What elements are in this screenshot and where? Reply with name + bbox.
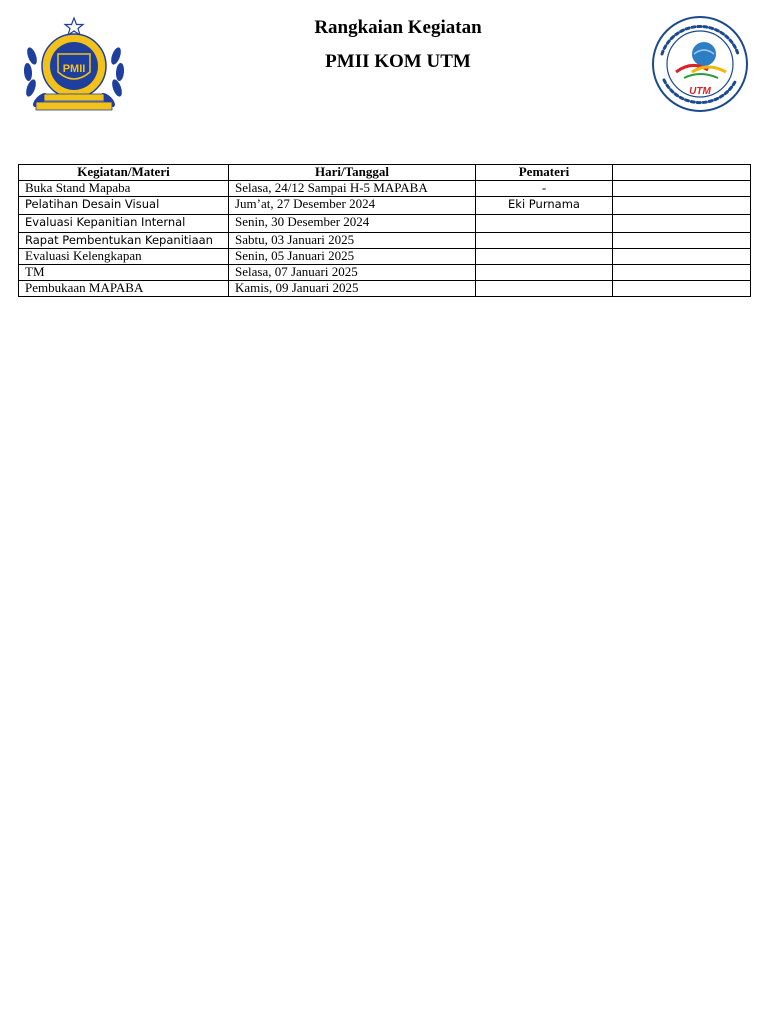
page-title-line-1: Rangkaian Kegiatan: [314, 17, 482, 38]
table-row: [19, 197, 751, 215]
cell-tanggal: Senin, 05 Januari 2025: [229, 249, 476, 265]
cell-kegiatan: Pelatihan Desain Visual: [19, 197, 229, 215]
cell-kegiatan: Evaluasi Kelengkapan: [19, 249, 229, 265]
cell-extra: [613, 215, 751, 233]
cell-extra: [613, 233, 751, 249]
cell-extra: [613, 265, 751, 281]
column-header-kegiatan: Kegiatan/Materi: [19, 165, 229, 181]
cell-pemateri: [476, 233, 613, 249]
cell-extra: [613, 249, 751, 265]
cell-tanggal: Selasa, 24/12 Sampai H-5 MAPABA: [229, 181, 476, 197]
cell-kegiatan: Buka Stand Mapaba: [19, 181, 229, 197]
cell-pemateri: Eki Purnama: [476, 197, 613, 215]
cell-pemateri: [476, 265, 613, 281]
cell-kegiatan: Rapat Pembentukan Kepanitiaan: [19, 233, 229, 249]
cell-tanggal: Sabtu, 03 Januari 2025: [229, 233, 476, 249]
column-header-pemateri: Pemateri: [476, 165, 613, 181]
table-row: [19, 265, 751, 281]
cell-extra: [613, 281, 751, 297]
table-row: [19, 281, 751, 297]
cell-pemateri: [476, 215, 613, 233]
cell-tanggal: Selasa, 07 Januari 2025: [229, 265, 476, 281]
cell-tanggal: Jum’at, 27 Desember 2024: [229, 197, 476, 215]
schedule-table: [18, 164, 751, 297]
table-header-row: [19, 165, 751, 181]
cell-pemateri: -: [476, 181, 613, 197]
document-header: [0, 0, 768, 130]
cell-extra: [613, 197, 751, 215]
cell-tanggal: Kamis, 09 Januari 2025: [229, 281, 476, 297]
column-header-tanggal: Hari/Tanggal: [229, 165, 476, 181]
cell-kegiatan: Evaluasi Kepanitian Internal: [19, 215, 229, 233]
pmii-logo-text: PMII: [62, 63, 86, 75]
table-row: [19, 215, 751, 233]
utm-logo: [648, 14, 752, 114]
page-title-line-2: PMII KOM UTM: [325, 51, 471, 72]
table-row: [19, 249, 751, 265]
cell-pemateri: [476, 249, 613, 265]
column-header-blank: [613, 165, 751, 181]
cell-tanggal: Senin, 30 Desember 2024: [229, 215, 476, 233]
utm-logo-text: UTM: [689, 86, 711, 97]
cell-pemateri: [476, 281, 613, 297]
cell-kegiatan: Pembukaan MAPABA: [19, 281, 229, 297]
table-row: [19, 233, 751, 249]
cell-kegiatan: TM: [19, 265, 229, 281]
table-row: [19, 181, 751, 197]
cell-extra: [613, 181, 751, 197]
